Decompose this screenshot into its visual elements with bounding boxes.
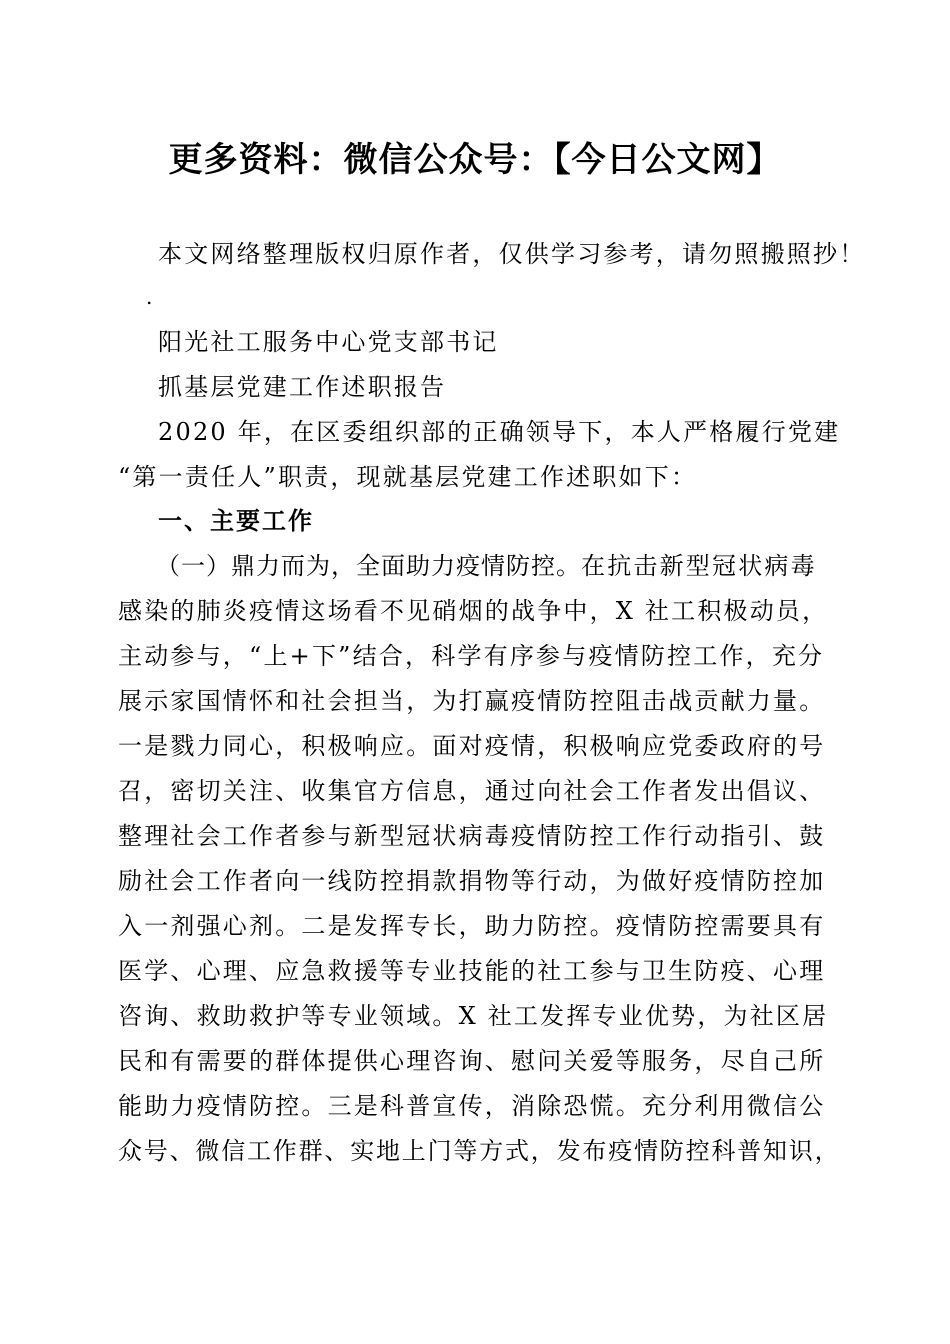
body-line-8: 入一剂强心剂。二是发挥专长，助力防控。疫情防控需要具有 bbox=[118, 912, 826, 940]
body-line-10: 咨询、救助救护等专业领域。X 社工发挥专业优势，为社区居 bbox=[118, 1002, 829, 1030]
body-line-3: 展示家国情怀和社会担当，为打赢疫情防控阻击战贡献力量。 bbox=[118, 687, 826, 715]
banner-title: 更多资料：微信公众号：【今日公文网】 bbox=[168, 140, 782, 180]
subsection-heading: （一）鼎力而为，全面助力疫情防控。 bbox=[156, 552, 581, 580]
body-line-12: 能助力疫情防控。三是科普宣传，消除恐慌。充分利用微信公 bbox=[118, 1092, 826, 1120]
body-line-2: 主动参与，“上+下”结合，科学有序参与疫情防控工作，充分 bbox=[118, 642, 825, 670]
report-title: 抓基层党建工作述职报告 bbox=[158, 373, 447, 401]
body-line-0: 在抗击新型冠状病毒 bbox=[581, 552, 817, 580]
section-heading: 一、主要工作 bbox=[158, 507, 314, 535]
body-line-5: 召，密切关注、收集官方信息，通过向社会工作者发出倡议、 bbox=[118, 777, 826, 805]
body-line-11: 民和有需要的群体提供心理咨询、慰问关爱等服务，尽自己所 bbox=[118, 1047, 826, 1075]
organization-line: 阳光社工服务中心党支部书记 bbox=[158, 328, 499, 356]
intro-line-2: “第一责任人”职责，现就基层党建工作述职如下： bbox=[118, 463, 698, 491]
body-line-4: 一是戮力同心，积极响应。面对疫情，积极响应党委政府的号 bbox=[118, 732, 826, 760]
copyright-notice: 本文网络整理版权归原作者，仅供学习参考，请勿照搬照抄！ bbox=[158, 240, 866, 268]
notice-dot: . bbox=[146, 285, 153, 309]
body-line-6: 整理社会工作者参与新型冠状病毒疫情防控工作行动指引、鼓 bbox=[118, 822, 826, 850]
body-line-9: 医学、心理、应急救援等专业技能的社工参与卫生防疫、心理 bbox=[118, 957, 826, 985]
subsection-line bbox=[118, 546, 878, 586]
intro-line-1: 2020 年，在区委组织部的正确领导下，本人严格履行党建 bbox=[158, 418, 841, 446]
body-line-1: 感染的肺炎疫情这场看不见硝烟的战争中，X 社工积极动员， bbox=[118, 597, 829, 625]
body-line-7: 励社会工作者向一线防控捐款捐物等行动，为做好疫情防控加 bbox=[118, 867, 826, 895]
body-line-13: 众号、微信工作群、实地上门等方式，发布疫情防控科普知识， bbox=[118, 1137, 841, 1165]
